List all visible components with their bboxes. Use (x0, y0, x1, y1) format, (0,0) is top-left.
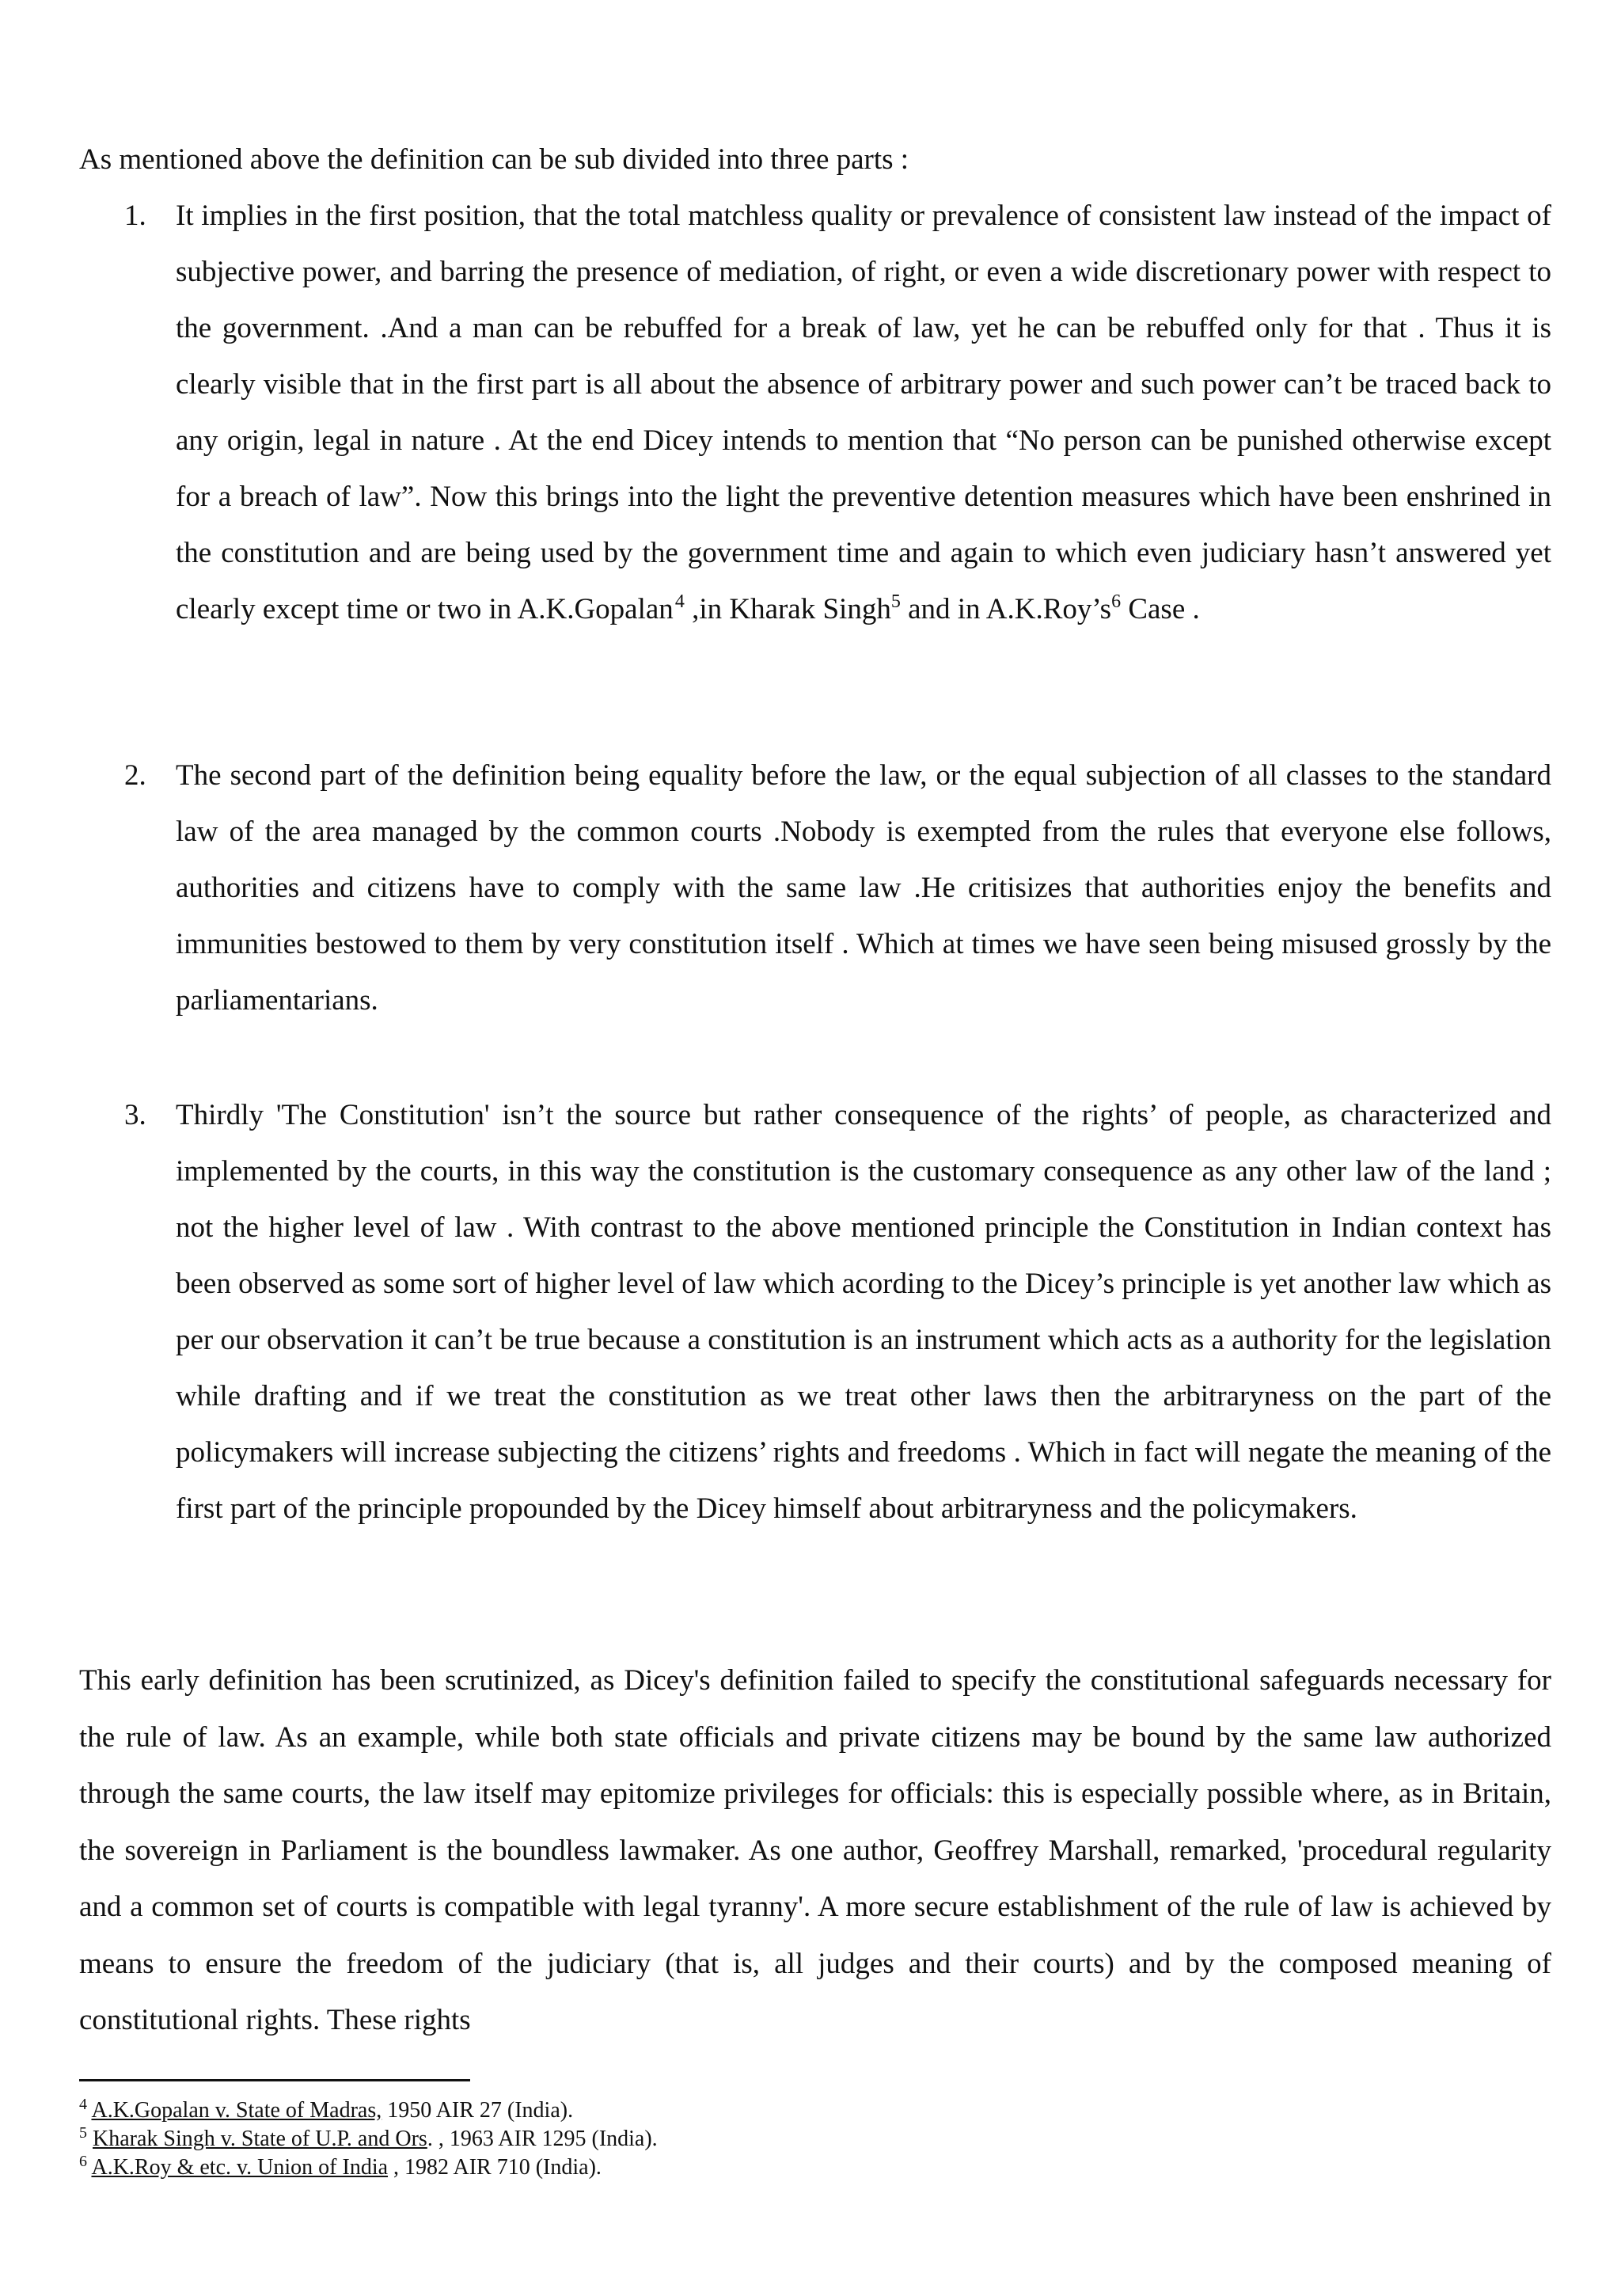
list-item-text (176, 188, 1551, 637)
item-text-end: Case . (1121, 593, 1200, 625)
item-text-mid: and in A.K.Roy’s (900, 593, 1112, 625)
list-item-text: Thirdly 'The Constitution' isn’t the source but rather consequence of the rights’ of people, as characterized and implemented by the courts, in this way the constitution is the customary consequence as any other law of the land ; not the higher level of law . With contrast to the above mentioned principle the Constitution in Indian context has been observed as some sort of higher level of law which acording to the Dicey’s principle is yet another law which as per our observation it can’t be true because a constitution is an instrument which acts as a authority for the legislation while drafting and if we treat the constitution as we treat other laws then the arbitraryness on the part of the policymakers will increase subjecting the citizens’ rights and freedoms . Which in fact will negate the meaning of the first part of the principle propounded by the Dicey himself about arbitraryness and the policymakers. (176, 1099, 1551, 1525)
list-item-text: The second part of the definition being equality before the law, or the equal subjection of all classes to the standard law of the area managed by the common courts .Nobody is exempted from the rules that everyone else follows, authorities and citizens have to comply with the same law .He critisizes that authorities enjoy the benefits and immunities bestowed to them by very constitution itself . Which at times we have seen being misused grossly by the parliamentarians. (176, 759, 1551, 1017)
footnote-mark: 5 (79, 2124, 87, 2142)
item-text-mid: ,in Kharak Singh (684, 593, 891, 625)
intro-line: As mentioned above the definition can be sub divided into three parts : (79, 143, 909, 176)
footnote-6 (79, 2153, 1551, 2182)
footnote-case-link[interactable]: Kharak Singh v. State of U.P. and Ors (93, 2127, 427, 2151)
footnote-mark: 4 (79, 2096, 87, 2113)
body-paragraph: This early definition has been scrutinized, as Dicey's definition failed to specify the constitutional safeguards necessary for the rule of law. As an example, while both state officials and private citizens may be bound by the same law authorized through the same courts, the law itself may epitomize privileges for officials: this is especially possible where, as in Britain, the sovereign in Parliament is the boundless lawmaker. As one author, Geoffrey Marshall, remarked, 'procedural regularity and a common set of courts is compatible with legal tyranny'. A more secure establishment of the rule of law is achieved by means to ensure the freedom of the judiciary (that is, all judges and their courts) and by the composed meaning of constitutional rights. These rights (79, 1664, 1551, 2036)
list-number: 2. (124, 759, 146, 792)
footnote-citation: , 1982 AIR 710 (India). (388, 2155, 602, 2180)
footnote-ref-5[interactable]: 5 (890, 591, 901, 612)
footnote-divider (79, 2079, 470, 2081)
footnote-citation: 1950 AIR 27 (India). (382, 2098, 574, 2123)
footnote-ref-4[interactable]: 4 (674, 591, 685, 612)
item-text-main: It implies in the first position, that the total matchless quality or prevalence of consistent law instead of the impact of subjective power, and barring the presence of mediation, of right, or even a wide discretionary power with respect to the government. .And a man can be rebuffed for a break of law, yet he can be rebuffed only for that . Thus it is clearly visible that in the first part is all about the absence of arbitrary power and such power can’t be traced back to any origin, legal in nature . At the end Dicey intends to mention that “No person can be punished otherwise except for a breach of law”. Now this brings into the light the preventive detention measures which have been enshrined in the constitution and are being used by the government time and again to which even judiciary hasn’t answered yet clearly except time or two in A.K.Gopalan (176, 200, 1551, 625)
footnote-citation: . , 1963 AIR 1295 (India). (427, 2127, 658, 2151)
footnote-ref-6[interactable]: 6 (1111, 591, 1122, 612)
list-number: 3. (124, 1099, 146, 1131)
list-number: 1. (124, 200, 146, 232)
list-item-3 (79, 1087, 1551, 1537)
footnote-case-link[interactable]: A.K.Gopalan v. State of Madras, (91, 2098, 382, 2123)
footnote-case-link[interactable]: A.K.Roy & etc. v. Union of India (91, 2155, 389, 2180)
footnote-4 (79, 2096, 1551, 2125)
list-item-1 (79, 188, 1551, 637)
footnote-5 (79, 2125, 1551, 2153)
footnote-mark: 6 (79, 2153, 87, 2170)
list-item-2 (79, 747, 1551, 1028)
footnotes (79, 2096, 1551, 2182)
